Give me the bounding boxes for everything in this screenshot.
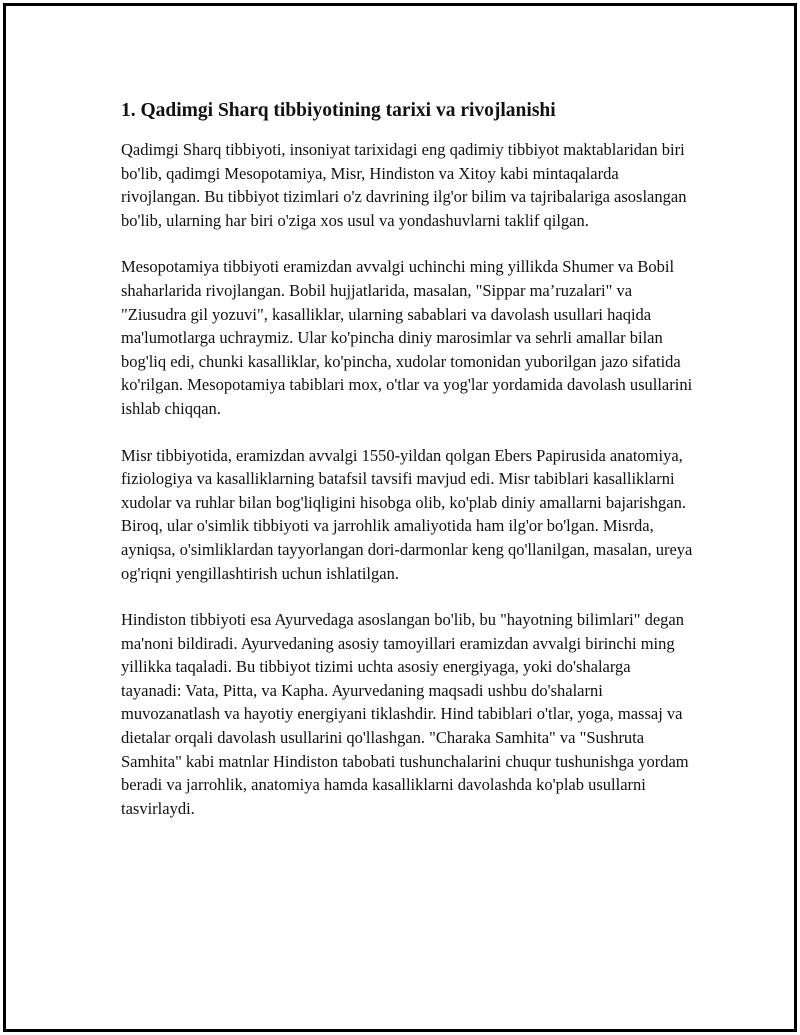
paragraph-intro: Qadimgi Sharq tibbiyoti, insoniyat tarixidagi eng qadimiy tibbiyot maktablaridan biri bo'lib, qadimgi Mesopotamiya, Misr, Hindiston va Xitoy kabi mintaqalarda rivojlangan. Bu tibbiyot tizimlari o'z davrining ilg'or bilim va tajribalariga asoslangan bo'lib, ularning har biri o'ziga xos usul va yondashuvlarni taklif qilgan.	[121, 140, 687, 230]
paragraph-mesopotamia: Mesopotamiya tibbiyoti eramizdan avvalgi uchinchi ming yillikda Shumer va Bobil shaharlarida rivojlangan. Bobil hujjatlarida, masalan, "Sippar ma’ruzalari" va "Ziusudra gil yozuvi", kasalliklar, ularning sabablari va davolash usullari haqida ma'lumotlarga uchraymiz. Ular ko'pincha diniy marosimlar va sehrli amallar bilan bog'liq edi, chunki kasalliklar, ko'pincha, xudolar tomonidan yuborilgan jazo sifatida ko'rilgan. Mesopotamiya tabiblari mox, o'tlar va yog'lar yordamida davolash usullarini ishlab chiqqan.	[121, 257, 693, 418]
paragraph-egypt: Misr tibbiyotida, eramizdan avvalgi 1550-yildan qolgan Ebers Papirusida anatomiya, fiziologiya va kasalliklarning batafsil tavsifi mavjud edi. Misr tabiblari kasalliklarni xudolar va ruhlar bilan bog'liqligini hisobga olib, ko'plab diniy amallarni bajarishgan. Biroq, ular o'simlik tibbiyoti va jarrohlik amaliyotida ham ilg'or bo'lgan. Misrda, ayniqsa, o'simliklardan tayyorlangan dori-darmonlar keng qo'llanilgan, masalan, ureya og'riqni yengillashtirish uchun ishlatilgan.	[121, 445, 693, 583]
document-body	[121, 98, 693, 843]
page-border	[3, 3, 797, 1032]
paragraph-india: Hindiston tibbiyoti esa Ayurvedaga asoslangan bo'lib, bu "hayotning bilimlari" degan ma'noni bildiradi. Ayurvedaning asosiy tamoyillari eramizdan avvalgi birinchi ming yillikka taqaladi. Bu tibbiyot tizimi uchta asosiy energiyaga, yoki do'shalarga tayanadi: Vata, Pitta, va Kapha. Ayurvedaning maqsadi ushbu do'shalarni muvozanatlash va hayotiy energiyani tiklashdir. Hind tabiblari o'tlar, yoga, massaj va dietalar orqali davolash usullarini qo'llashgan. "Charaka Samhita" va "Sushruta Samhita" kabi matnlar Hindiston tabobati tushunchalarini chuqur tushunishga yordam beradi va jarrohlik, anatomiya hamda kasalliklarni davolashda ko'plab usullarni tasvirlaydi.	[121, 610, 689, 818]
section-heading: 1. Qadimgi Sharq tibbiyotining tarixi va rivojlanishi	[121, 100, 556, 121]
